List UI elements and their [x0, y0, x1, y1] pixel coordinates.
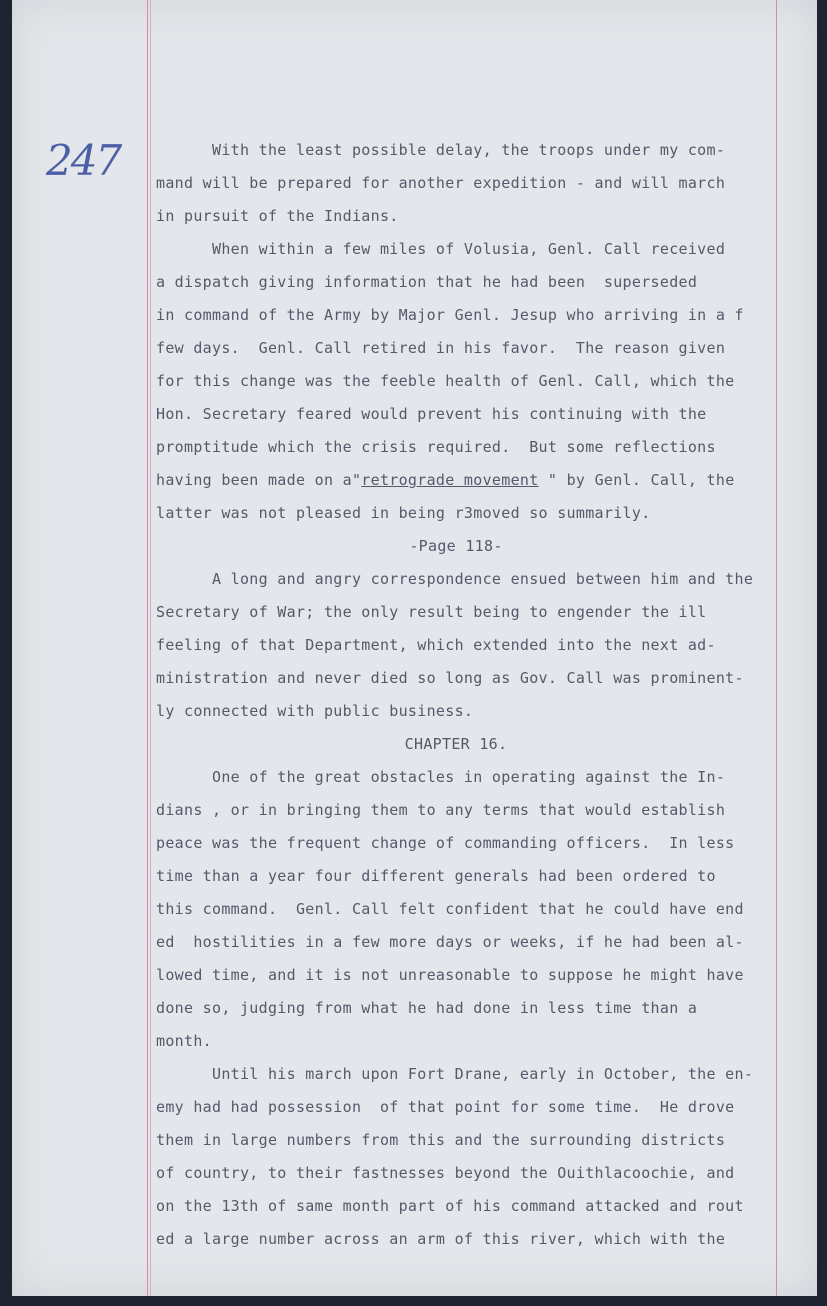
text-line: ed hostilities in a few more days or weeks, if he had been al- — [156, 933, 744, 951]
text-line: Hon. Secretary feared would prevent his continuing with the — [156, 405, 707, 423]
text-line: ed a large number across an arm of this river, which with the — [156, 1230, 726, 1248]
text-line: Until his march upon Fort Drane, early in October, the en- — [156, 1065, 754, 1083]
text-line: on the 13th of same month part of his command attacked and rout — [156, 1197, 744, 1215]
text-line: promptitude which the crisis required. But some reflections — [156, 438, 716, 456]
text-line: Secretary of War; the only result being to engender the ill — [156, 603, 707, 621]
text-line: dians , or in bringing them to any terms that would establish — [156, 801, 726, 819]
text-line: One of the great obstacles in operating against the In- — [156, 768, 726, 786]
text-line: few days. Genl. Call retired in his favor. The reason given — [156, 339, 726, 357]
handwritten-page-number: 247 — [46, 136, 121, 185]
text-line: When within a few miles of Volusia, Genl. Call received — [156, 240, 726, 258]
left-margin-line — [147, 0, 148, 1296]
text-line: feeling of that Department, which extended into the next ad- — [156, 636, 716, 654]
text-line: done so, judging from what he had done in less time than a — [156, 999, 698, 1017]
text-line: of country, to their fastnesses beyond the Ouithlacoochie, and — [156, 1164, 735, 1182]
centered-heading-line: -Page 118- — [409, 537, 503, 555]
text-line: in pursuit of the Indians. — [156, 207, 399, 225]
typed-text-body — [156, 134, 796, 1256]
text-line: With the least possible delay, the troops under my com- — [156, 141, 726, 159]
text-line: month. — [156, 1032, 212, 1050]
text-line: this command. Genl. Call felt confident that he could have end — [156, 900, 744, 918]
text-line: lowed time, and it is not unreasonable to suppose he might have — [156, 966, 744, 984]
left-margin-line-inner — [150, 0, 151, 1296]
text-segment: having been made on a" — [156, 471, 362, 489]
text-line: peace was the frequent change of commanding officers. In less — [156, 834, 735, 852]
text-line — [156, 464, 796, 497]
underlined-phrase: retrograde movement — [361, 471, 539, 489]
text-segment: " by Genl. Call, the — [538, 471, 735, 489]
text-line: time than a year four different generals had been ordered to — [156, 867, 716, 885]
text-line: a dispatch giving information that he had been superseded — [156, 273, 698, 291]
text-line: them in large numbers from this and the surrounding districts — [156, 1131, 726, 1149]
text-line: ly connected with public business. — [156, 702, 474, 720]
text-line: mand will be prepared for another expedition - and will march — [156, 174, 726, 192]
text-line: emy had had possession of that point for some time. He drove — [156, 1098, 735, 1116]
centered-heading-line: CHAPTER 16. — [404, 735, 508, 753]
text-line: A long and angry correspondence ensued between him and the — [156, 570, 754, 588]
text-line: for this change was the feeble health of Genl. Call, which the — [156, 372, 735, 390]
text-line: ministration and never died so long as Gov. Call was prominent- — [156, 669, 744, 687]
text-line: in command of the Army by Major Genl. Jesup who arriving in a f — [156, 306, 744, 324]
typed-page — [12, 0, 817, 1296]
text-line: latter was not pleased in being r3moved so summarily. — [156, 504, 651, 522]
